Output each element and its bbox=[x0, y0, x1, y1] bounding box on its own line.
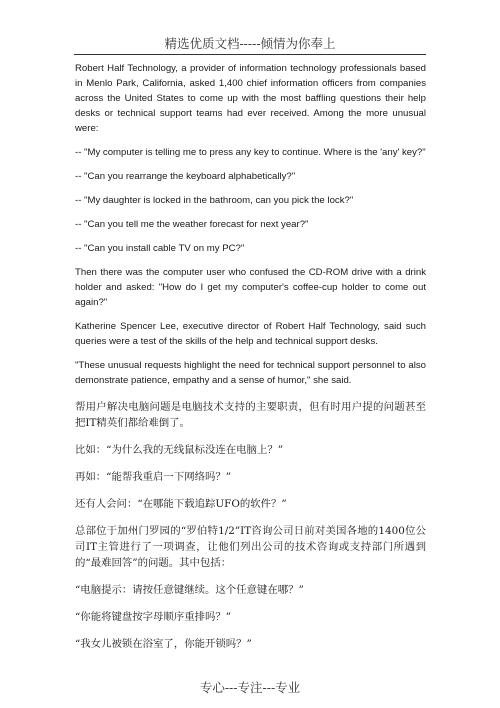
paragraph-zh-ufo: 还有人会问：“在哪能下载追踪UFO的软件？” bbox=[75, 498, 287, 510]
quote-keyboard: -- "Can you rearrange the keyboard alphabetically?" bbox=[75, 171, 296, 182]
paragraph-zh-daughter: “我女儿被锁在浴室了，你能开锁吗？” bbox=[75, 638, 252, 650]
paragraph-katherine: Katherine Spencer Lee, executive director of Robert Half Technology, said such queries were a test of the skills of the help and technical support desks. bbox=[75, 321, 426, 347]
quote-cable-tv: -- "Can you install cable TV on my PC?" bbox=[75, 243, 245, 254]
paragraph-quote-patience: "These unusual requests highlight the need for technical support personnel to also demonstrate patience, empathy and a sense of humor," she said. bbox=[75, 360, 426, 386]
paragraph-zh-network: 再如：“能帮我重启一下网络吗？” bbox=[75, 471, 232, 483]
page-footer: 专心---专注---专业 bbox=[199, 680, 301, 695]
paragraph-cd-rom: Then there was the computer user who confused the CD-ROM drive with a drink holder and asked: "How do I get my computer's coffee-cup holder to come out again?" bbox=[75, 267, 426, 308]
paragraph-zh-mouse: 比如：“为什么我的无线鼠标没连在电脑上？” bbox=[75, 444, 284, 456]
quote-daughter: -- "My daughter is locked in the bathroom, can you pick the lock?" bbox=[75, 195, 354, 206]
quote-any-key: -- "My computer is telling me to press any key to continue. Where is the 'any' key?" bbox=[75, 147, 426, 158]
page-header: 精选优质文档-----倾情为你奉上 bbox=[164, 36, 336, 51]
document-body bbox=[75, 61, 426, 652]
quote-weather: -- "Can you tell me the weather forecast for next year?" bbox=[75, 219, 309, 230]
paragraph-intro: Robert Half Technology, a provider of information technology professionals based in Menlo Park, California, asked 1,400 chief information officers from companies across the United States to come up with the most baffling questions their help desks or technical support teams had ever received. Among the more unusual were: bbox=[75, 63, 426, 134]
paragraph-zh-keyboard: “你能将键盘按字母顺序重排吗？” bbox=[75, 611, 232, 623]
paragraph-zh-intro: 帮用户解决电脑问题是电脑技术支持的主要职责，但有时用户提的问题甚至把IT精英们都给难倒了。 bbox=[75, 401, 426, 429]
paragraph-zh-any-key: “电脑提示：请按任意键继续。这个任意键在哪？” bbox=[75, 584, 304, 596]
paragraph-zh-survey: 总部位于加州门罗园的“罗伯特1/2”IT咨询公司日前对美国各地的1400位公司IT主管进行了一项调查，让他们列出公司的技术咨询或支持部门所遇到的“最难回答”的问题。其中包括： bbox=[75, 525, 426, 569]
header-divider bbox=[74, 54, 426, 55]
